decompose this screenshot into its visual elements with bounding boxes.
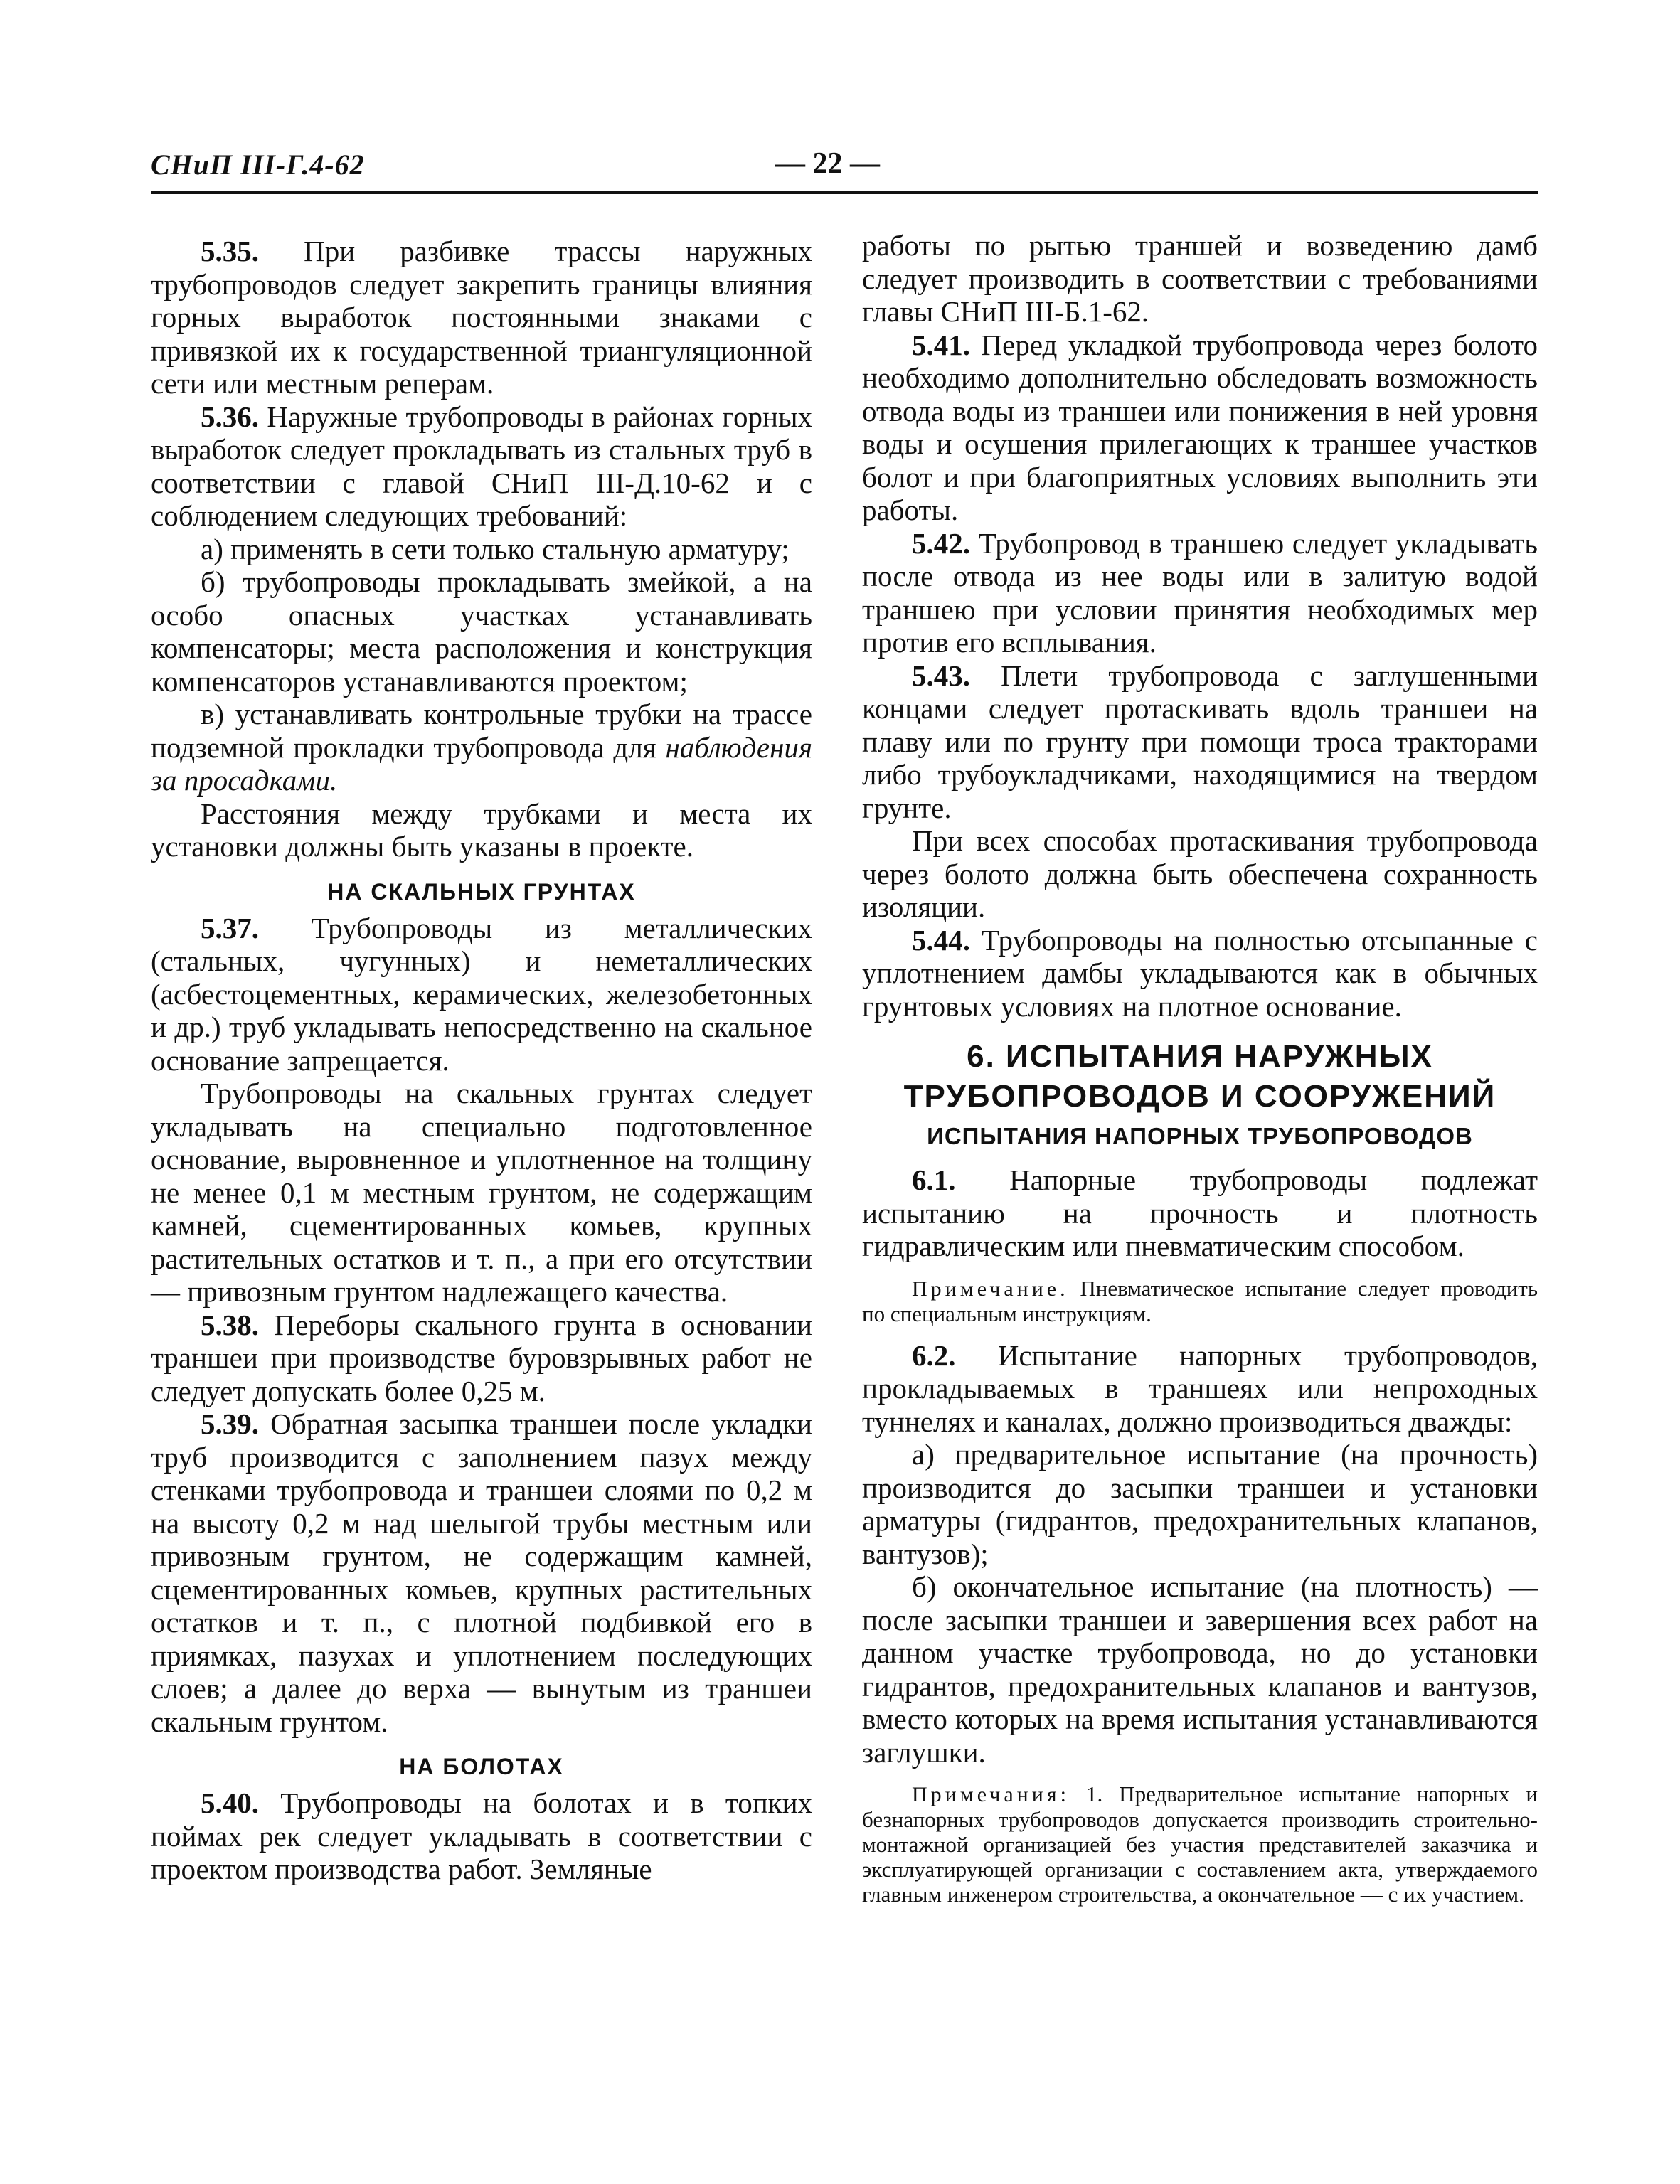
paragraph-distance: Расстояния между трубками и места их установки должны быть указаны в проекте. xyxy=(151,797,812,863)
paragraph-6-2-b: б) окончательное испытание (на плотность) — после засыпки траншеи и завершения всех работ на данном участке трубопровода, но до установки гидрантов, предохранительных клапанов и вантузов, вместо которых на время испытания устанавливаются заглушки. xyxy=(862,1570,1538,1769)
paragraph-5-37: 5.37. Трубопроводы из металлических (стальных, чугунных) и неметаллических (асбестоцементных, керамических, железобетонных и др.) труб укладывать непосредственно на скальное основание запрещается. xyxy=(151,911,812,1077)
left-column xyxy=(151,235,812,1886)
paragraph-5-37-cont: Трубопроводы на скальных грунтах следует укладывать на специально подготовленное основание, выровненное и уплотненное на толщину не менее 0,1 м местным грунтом, не содержащим камней, сцементированных комьев, крупных растительных остатков и т. п., а при его отсутствии — привозным грунтом надлежащего качества. xyxy=(151,1077,812,1308)
right-column xyxy=(862,229,1538,1919)
paragraph-5-43: 5.43. Плети трубопровода с заглушенными концами следует протаскивать вдоль траншеи на плаву или по грунту при помощи троса тракторами либо трубоукладчиками, находящимися на твердом грунте. xyxy=(862,659,1538,824)
paragraph-6-1: 6.1. Напорные трубопроводы подлежат испытанию на прочность и плотность гидравлическим или пневматическим способом. xyxy=(862,1163,1538,1262)
paragraph-6-2-a: а) предварительное испытание (на прочность) производится до засыпки траншеи и установки арматуры (гидрантов, предохранительных клапанов, вантузов); xyxy=(862,1438,1538,1570)
paragraph-6-2: 6.2. Испытание напорных трубопроводов, прокладываемых в траншеях или непроходных туннелях и каналах, должно производиться дважды: xyxy=(862,1338,1538,1438)
note-6-1: Примечание. Пневматическое испытание следует проводить по специальным инструкциям. xyxy=(862,1275,1538,1326)
paragraph-5-36: 5.36. Наружные трубопроводы в районах горных выработок следует прокладывать из стальных труб в соответствии с главой СНиП III-Д.10-62 и с соблюдением следующих требований: xyxy=(151,400,813,532)
document-code: СНиП III-Г.4-62 xyxy=(151,149,365,181)
paragraph-5-41: 5.41. Перед укладкой трубопровода через болото необходимо дополнительно обследовать возможность отвода воды из траншеи или понижения в ней уровня воды и осушения прилегающих к траншее участков болот и при благоприятных условиях выполнить эти работы. xyxy=(862,328,1538,526)
page-number: — 22 — xyxy=(775,147,880,180)
section-6-subtitle: ИСПЫТАНИЯ НАПОРНЫХ ТРУБОПРОВОДОВ xyxy=(927,1123,1473,1149)
list-item-a: а) применять в сети только стальную арматуру; xyxy=(201,532,790,565)
note-6-2: Примечания: 1. Предварительное испытание напорных и безнапорных трубопроводов допускается производить строительно-монтажной организацией без участия представителей заказчика и эксплуатирующей организации с составлением акта, утверждаемого главным инженером строительства, а окончательное — с их участием. xyxy=(862,1781,1538,1907)
paragraph-5-43-cont: При всех способах протаскивания трубопровода через болото должна быть обеспечена сохранность изоляции. xyxy=(862,824,1538,923)
paragraph-5-40-cont: работы по рытью траншей и возведению дамб следует производить в соответствии с требованиями главы СНиП III-Б.1-62. xyxy=(862,229,1538,328)
subheading-swamps: НА БОЛОТАХ xyxy=(399,1754,564,1779)
paragraph-5-38: 5.38. Переборы скального грунта в основании траншеи при производстве буровзрывных работ не следует допускать более 0,25 м. xyxy=(151,1308,812,1407)
list-item-v: в) устанавливать контрольные трубки на трассе подземной прокладки трубопровода для наблюдения за просадками. xyxy=(151,698,812,797)
paragraph-5-39: 5.39. Обратная засыпка траншеи после укладки труб производится с заполнением пазух между стенками трубопровода и траншеи слоями по 0,2 м на высоту 0,2 м над шелыгой трубы местным или привозным грунтом, не содержащим камней, сцементированных комьев, крупных растительных остатков и т. п., с плотной подбивкой его в приямках, пазухах и уплотнением последующих слоев; а далее до верха — вынутым из траншеи скальным грунтом. xyxy=(151,1407,813,1738)
header-rule xyxy=(151,191,1538,194)
paragraph-5-40: 5.40. Трубопроводы на болотах и в топких поймах рек следует укладывать в соответствии с проектом производства работ. Земляные xyxy=(151,1786,813,1885)
paragraph-5-44: 5.44. Трубопроводы на полностью отсыпанные с уплотнением дамбы укладываются как в обычных грунтовых условиях на плотное основание. xyxy=(862,923,1538,1023)
paragraph-5-42: 5.42. Трубопровод в траншею следует укладывать после отвода из нее воды или в залитую водой траншею при условии принятия необходимых мер против его всплывания. xyxy=(862,526,1538,659)
subheading-rock-soils: НА СКАЛЬНЫХ ГРУНТАХ xyxy=(327,878,636,905)
paragraph-5-35: 5.35. При разбивке трассы наружных трубопроводов следует закрепить границы влияния горных выработок постоянными знаками с привязкой их к государственной триангуляционной сети или местным реперам. xyxy=(151,235,812,400)
section-6-title: 6. ИСПЫТАНИЯ НАРУЖНЫХ ТРУБОПРОВОДОВ И СООРУЖЕНИЙ xyxy=(903,1039,1496,1114)
list-item-b: б) трубопроводы прокладывать змейкой, а на особо опасных участках устанавливать компенсаторы; места расположения и конструкция компенсаторов устанавливаются проектом; xyxy=(151,565,812,698)
